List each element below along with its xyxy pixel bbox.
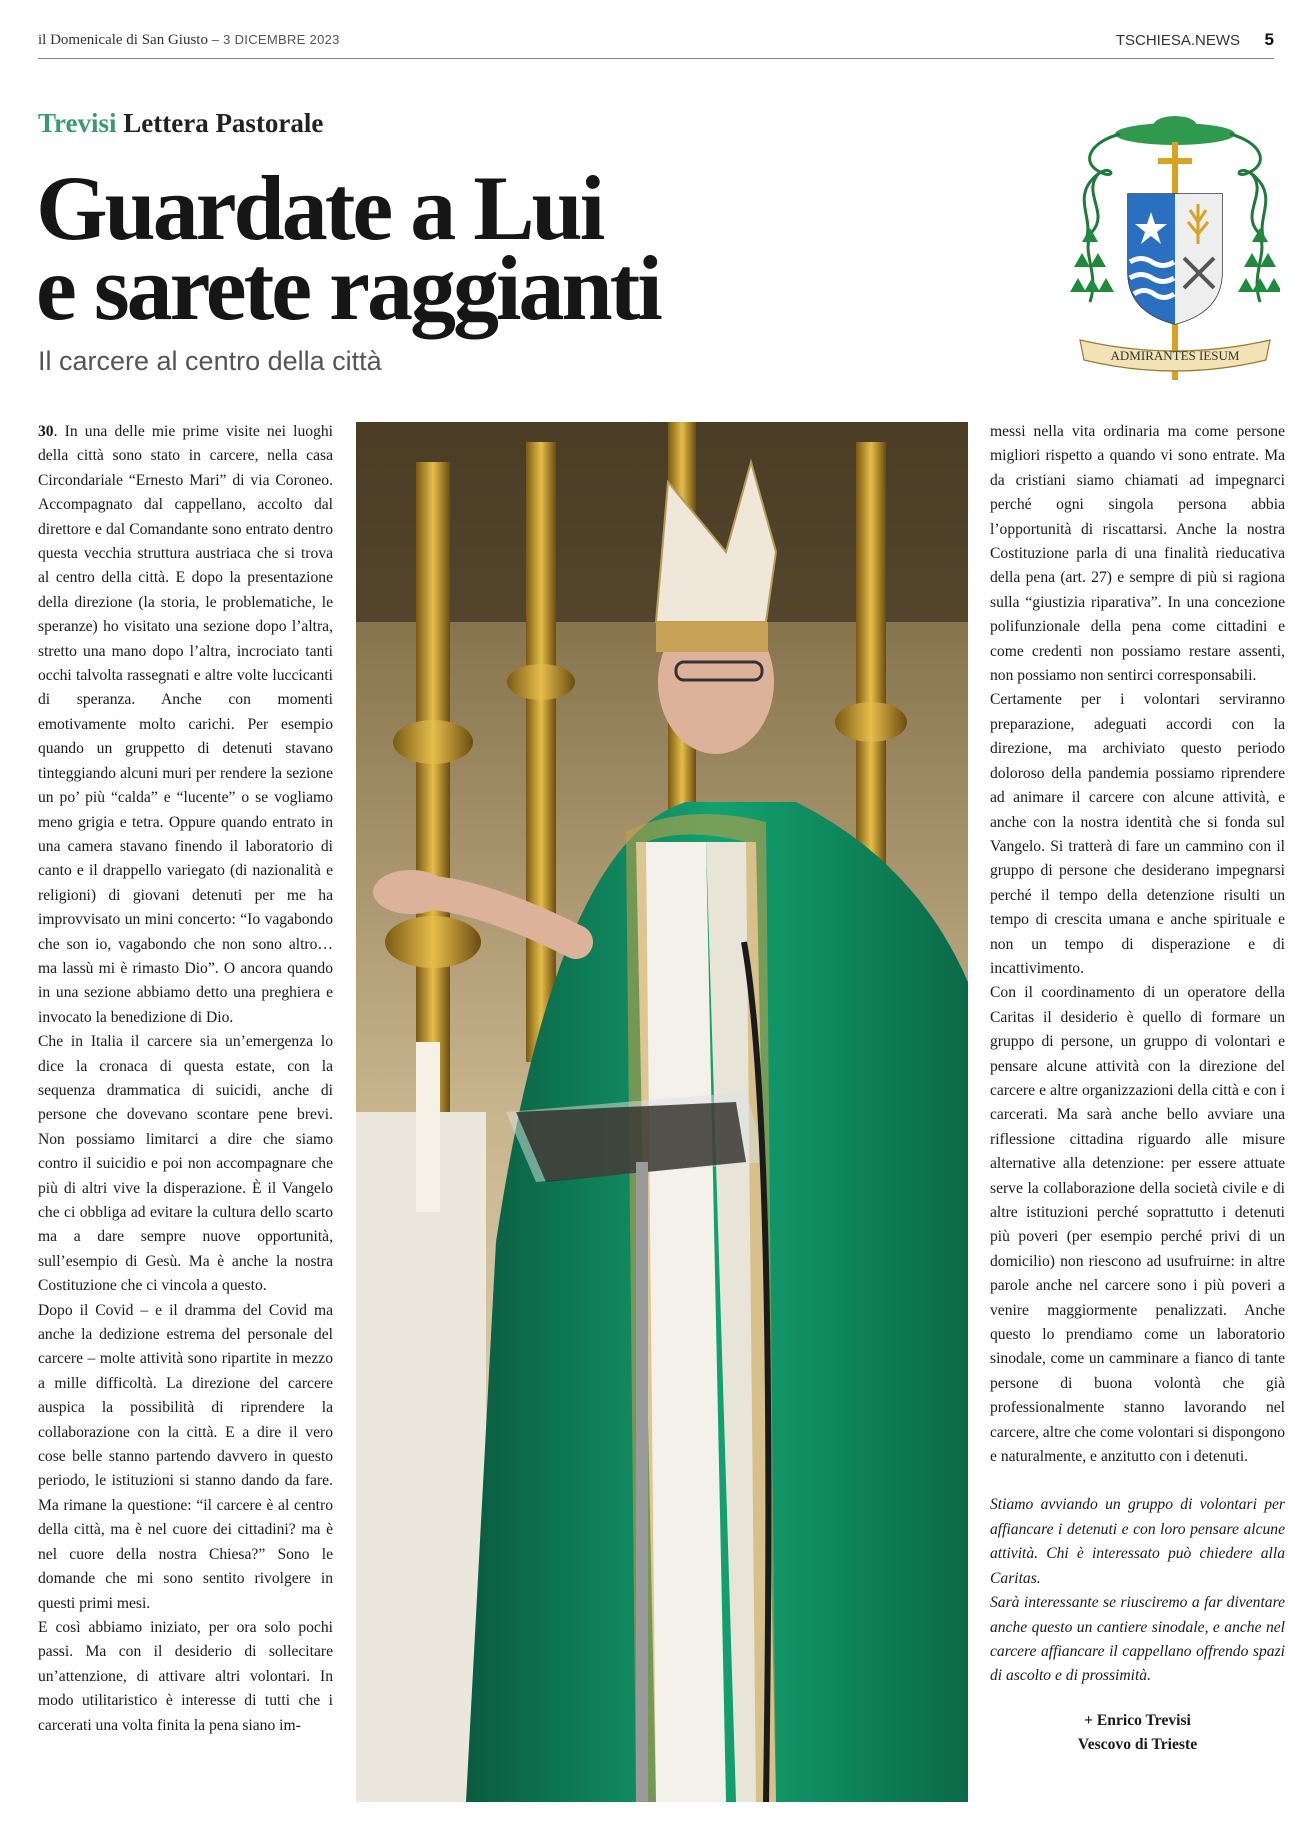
cord-tassels-left — [1084, 134, 1120, 302]
coat-of-arms-image — [1070, 112, 1280, 390]
altar-candle — [416, 1042, 440, 1212]
masthead-line — [38, 32, 340, 49]
paragraph: messi nella vita ordinaria ma come persone migliori rispetto a quando vi sono entrate. Ma da cristiani siamo chiamati ad impegnarci perché ogni singola persona abbia l’opportunità di riscattarsi. Anche la nostra Costituzione parla di una finalità rieducativa della pena (art. 27) e sempre di più si ragiona sulla “giustizia riparativa”. In una concezione polifunzionale della pena come cittadini e come credenti non possiamo restare assenti, non possiamo non sentirci corresponsabili. — [990, 423, 1285, 685]
signature-name: + Enrico Trevisi — [1084, 1711, 1191, 1729]
section-kicker — [38, 108, 323, 139]
text-column-3 — [990, 420, 1285, 1757]
paragraph: Che in Italia il carcere sia un’emergenza lo dice la cronaca di questa estate, con la sequenza drammatica di suicidi, anche di persone che dovevano scontare pene brevi. Non possiamo limitarci a dire che siamo contro il suicidio e poi non accompagnare che più di altri vive la disperazione. È il Vangelo che ci obbliga ad evitare la cultura dello scarto ma a dare sempre nuove opportunità, sull’esempio di Gesù. Ma è anche la nostra Costituzione che ci vincola a questo. — [38, 1033, 333, 1295]
kicker-place: Trevisi — [38, 108, 117, 138]
signature-title: Vescovo di Trieste — [1077, 1735, 1198, 1753]
paragraph: Dopo il Covid – e il dramma del Covid ma anche la dedizione estrema del personale del carcere – molte attività sono ripartite in mezzo a mille difficoltà. La direzione del carcere auspica la possibilità di riprendere la collaborazione con la città. E a dire il vero cose belle stanno partendo davvero in questo periodo, le istituzioni si stanno dando da fare. Ma rimane la questione: “il carcere è al centro della città, ma è nel cuore dei cittadini? ma è nel cuore della nostra Chiesa?” Sono le domande che mi sono sentito rivolgere in questi primi mesi. — [38, 1301, 333, 1612]
issue-date: – 3 DICEMBRE 2023 — [211, 32, 340, 47]
crest-motto: ADMIRANTES IESUM — [1110, 348, 1240, 363]
text-column-1 — [38, 420, 333, 1738]
signature — [990, 1709, 1285, 1757]
galero-hat — [1115, 116, 1235, 145]
headline-line-2: e sarete raggianti — [36, 237, 660, 339]
header-divider — [38, 58, 1274, 59]
paragraph: E così abbiamo iniziato, per ora solo pochi passi. Ma con il desiderio di sollecitare un’attenzione, di attivare altri volontari. In modo utilitaristico è interesse di tutti che i carcerati una volta finita la pena siano im- — [38, 1618, 333, 1734]
paragraph: Certamente per i volontari serviranno preparazione, adeguati accordi con la direzione, ma archiviato questo periodo doloroso della pandemia possiamo riprendere ad animare il carcere con alcune attività, e anche con la nostra identità che si fonda sul Vangelo. Si tratterà di fare un cammino con il gruppo di persone che desiderano impegnarsi perché il tempo della detenzione risulti un tempo di crescita umana e anche spirituale e non un tempo di disperazione e di incattivimento. — [990, 691, 1285, 977]
site-url[interactable]: TSCHIESA.NEWS — [1115, 32, 1240, 49]
kicker-section: Lettera Pastorale — [123, 108, 324, 138]
cord-tassels-right — [1230, 134, 1266, 302]
callout-italic: Stiamo avviando un gruppo di volontari per affiancare i detenuti e con loro pensare alcune attività. Chi è interessato può chiedere alla Caritas. — [990, 1496, 1285, 1587]
paper-name: il Domenicale di San Giusto — [38, 32, 208, 48]
paragraph: Con il coordinamento di un operatore della Caritas il desiderio è quello di formare un gruppo di persone, un gruppo di volontari e pensare alcune attività con la direzione del carcere e altre organizzazioni della città e con i carcerati. Ma sarà anche bello avviare una riflessione cittadina riguardo alle misure alternative alla detenzione: per essere attuate serve la collaborazione della società civile e di altre istituzioni perché soprattutto i detenuti più poveri (per esempio perché privi di un domicilio) non riescono ad usufruirne: in altre parole anche nel carcere sono i più poveri a venire maggiormente penalizzati. Anche questo lo prendiamo come un laboratorio sinodale, come un camminare a fianco di tante persone di buona volontà che già professionalmente stanno lavorando nel carcere, altre che come volontari si dispongono e naturalmente, e anzitutto con i detenuti. — [990, 984, 1285, 1466]
bishop-photo — [356, 422, 968, 1802]
page-number: 5 — [1264, 30, 1274, 49]
altar-cloth — [356, 1112, 486, 1802]
callout-italic: Sarà interessante se riusciremo a far diventare anche questo un cantiere sinodale, e anche nel carcere affiancare il cappellano offrendo spazi di ascolto e di prossimità. — [990, 1594, 1285, 1685]
headline-line-1: Guardate a Lui — [36, 157, 603, 259]
paragraph-number: 30 — [38, 423, 54, 440]
article-subtitle: Il carcere al centro della città — [38, 346, 382, 376]
shield — [1128, 194, 1222, 324]
article-headline — [36, 157, 856, 339]
paragraph: 30. In una delle mie prime visite nei luoghi della città sono stato in carcere, nella casa Circondariale “Ernesto Mari” di via Coroneo. Accompagnato dal cappellano, accolto dal direttore e dal Comandante sono entrato dentro questa vecchia struttura austriaca che si trova al centro della città. E dopo la presentazione della direzione (la storia, le problematiche, le speranze) ho visitato una sezione dopo l’altra, stretto una mano dopo l’altra, incrociato tanti occhi talvolta rassegnati e altre volte luccicanti di speranza. Anche con momenti emotivamente molto carichi. Per esempio quando un gruppetto di detenuti stavano tinteggiando alcuni muri per rendere la sezione un po’ più “calda” e “lucente” o se vogliamo meno grigia e tetra. Oppure quando entrato in una camera stavano finendo il laboratorio di canto e il drappello variegato (di nazionalità e religioni) di giovani detenuti per me ha improvvisato un mini concerto: “Io vagabondo che son io, vagabondo che non sono altro… ma lassù mi è rimasto Dio”. O ancora quando in una sezione abbiamo detto una preghiera e invocato la benedizione di Dio. — [38, 423, 333, 1026]
